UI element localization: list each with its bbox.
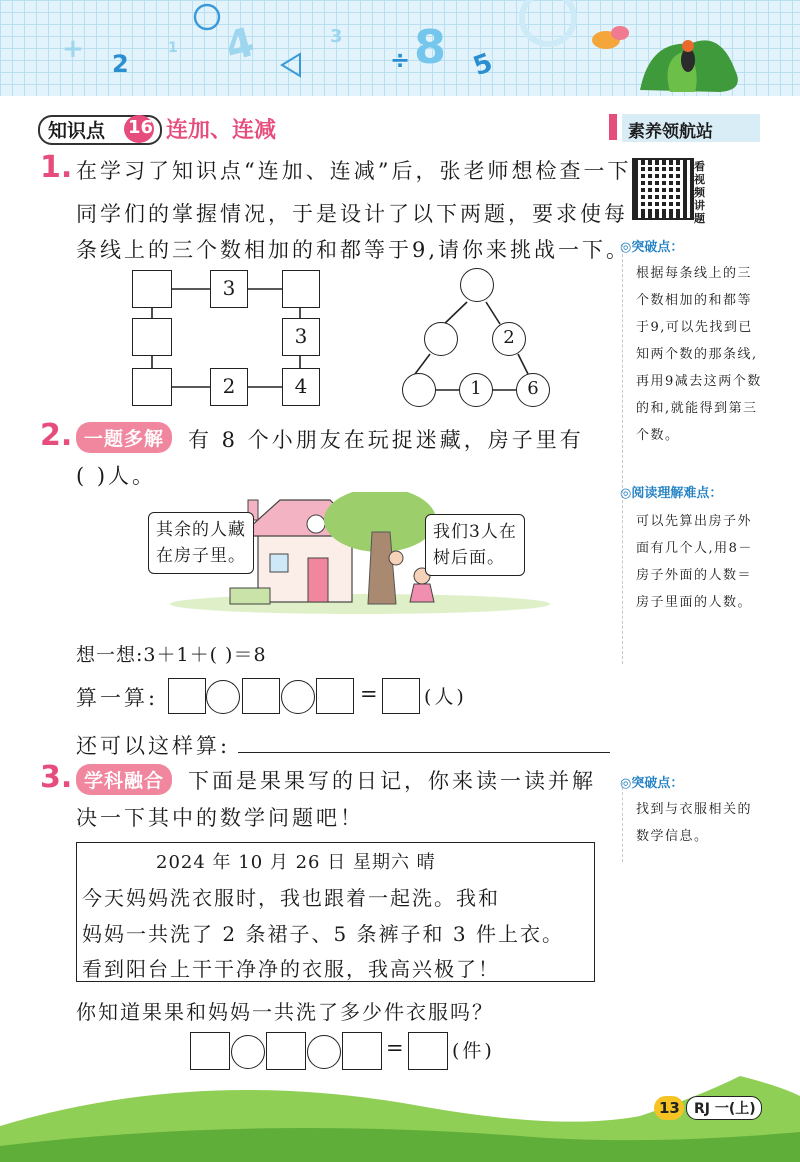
diary-date: 2024 年 10 月 26 日 星期六 晴 <box>156 852 436 873</box>
sidebar-title: 素养领航站 <box>628 122 713 142</box>
answer-circle[interactable] <box>424 322 458 356</box>
given-number-circle: 6 <box>516 373 550 407</box>
given-number-circle: 2 <box>492 322 526 356</box>
speech-bubble-right <box>425 514 525 576</box>
answer-box[interactable] <box>132 368 172 406</box>
answer-box[interactable] <box>168 678 206 714</box>
operator-circle[interactable] <box>206 680 240 714</box>
tip-body: 根据每条线上的三个数相加的和都等于9,可以先找到已知两个数的那条线,再用9减去这两个数的和,就能得到第三个数。 <box>636 266 762 443</box>
calc-unit: (人) <box>424 686 467 708</box>
answer-box[interactable] <box>132 318 172 356</box>
answer-circle[interactable] <box>460 268 494 302</box>
tip-heading: ◎突破点： <box>620 776 684 791</box>
section-number: 16 <box>128 117 154 138</box>
given-number-box: 4 <box>282 368 320 406</box>
tip-body: 找到与衣服相关的数学信息。 <box>636 802 753 844</box>
operator-circle[interactable] <box>231 1035 265 1069</box>
answer-unit: (件) <box>452 1040 495 1062</box>
question-text: 有 8 个小朋友在玩捉迷藏，房子里有 <box>188 428 584 452</box>
equals-sign: = <box>386 1036 407 1060</box>
alt-label: 还可以这样算: <box>76 734 231 758</box>
digit-glyph: 1 <box>168 40 178 56</box>
think-equation: 想一想:3＋1＋( )＝8 <box>76 644 267 666</box>
diary-text: 妈妈一共洗了 2 条裙子、5 条裤子和 3 件上衣。 <box>82 922 564 946</box>
diary-text: 今天妈妈洗衣服时，我也跟着一起洗。我和 <box>82 886 500 910</box>
answer-box[interactable] <box>266 1032 306 1070</box>
question-tag: 一题多解 <box>76 422 172 453</box>
operator-circle[interactable] <box>307 1035 341 1069</box>
qr-overlay <box>639 165 683 209</box>
divide-glyph: ÷ <box>390 46 411 74</box>
answer-box[interactable] <box>190 1032 230 1070</box>
question-number: 1. <box>40 150 73 185</box>
question-text: 在学习了知识点“连加、连减”后，张老师想检查一下 <box>76 159 632 183</box>
question-text: 下面是果果写的日记，你来读一读并解 <box>188 769 596 793</box>
question-number: 2. <box>40 418 73 453</box>
tip-heading: ◎阅读理解难点： <box>620 486 723 501</box>
digit-glyph: 8 <box>414 20 447 74</box>
answer-box[interactable] <box>408 1032 448 1070</box>
calc-label: 算一算: <box>76 686 159 710</box>
answer-box[interactable] <box>282 270 320 308</box>
question-text: 同学们的掌握情况，于是设计了以下两题，要求使每 <box>76 202 628 226</box>
digit-glyph: 2 <box>112 50 129 78</box>
answer-line[interactable] <box>238 752 610 753</box>
bubble-line: 在房子里。 <box>156 546 246 566</box>
given-number-box: 2 <box>210 368 248 406</box>
bubble-line: 树后面。 <box>433 548 505 568</box>
equals-sign: = <box>360 682 381 706</box>
footer-hills <box>0 1076 800 1162</box>
diary-text: 看到阳台上干干净净的衣服，我高兴极了！ <box>82 957 500 981</box>
question-number: 3. <box>40 760 73 795</box>
puzzle-lines <box>0 0 620 420</box>
page-number: 13 <box>659 1099 680 1117</box>
digit-glyph: 3 <box>330 26 343 47</box>
question-text: 你知道果果和妈妈一共洗了多少件衣服吗？ <box>76 1000 494 1024</box>
tip-heading: ◎突破点： <box>620 240 684 255</box>
question-text: 条线上的三个数相加的和都等于9,请你来挑战一下。 <box>76 238 631 262</box>
given-number-box: 3 <box>210 270 248 308</box>
edition-label: RJ 一(上) <box>694 1101 756 1117</box>
answer-box[interactable] <box>132 270 172 308</box>
question-text: ( )人。 <box>76 464 157 488</box>
given-number-box: 3 <box>282 318 320 356</box>
answer-box[interactable] <box>342 1032 382 1070</box>
plus-glyph: + <box>62 34 84 64</box>
answer-box[interactable] <box>242 678 280 714</box>
section-title: 连加、连减 <box>166 118 277 143</box>
digit-glyph: 4 <box>220 19 260 71</box>
answer-circle[interactable] <box>402 373 436 407</box>
given-number-circle: 1 <box>459 373 493 407</box>
sidebar-divider <box>622 244 623 664</box>
digit-glyph: 5 <box>469 47 497 83</box>
section-label: 知识点 <box>48 120 106 142</box>
question-text: 决一下其中的数学问题吧！ <box>76 806 364 830</box>
answer-box[interactable] <box>382 678 420 714</box>
speech-bubble-left <box>148 512 254 574</box>
sidebar-divider <box>622 782 623 862</box>
operator-circle[interactable] <box>281 680 315 714</box>
tip-body: 可以先算出房子外面有几个人,用8－房子外面的人数＝房子里面的人数。 <box>636 514 753 610</box>
qr-caption: 看视频讲题 <box>694 160 705 225</box>
bubble-line: 其余的人藏 <box>156 520 246 540</box>
question-tag: 学科融合 <box>76 764 172 795</box>
answer-box[interactable] <box>316 678 354 714</box>
bubble-line: 我们3人在 <box>433 522 517 542</box>
